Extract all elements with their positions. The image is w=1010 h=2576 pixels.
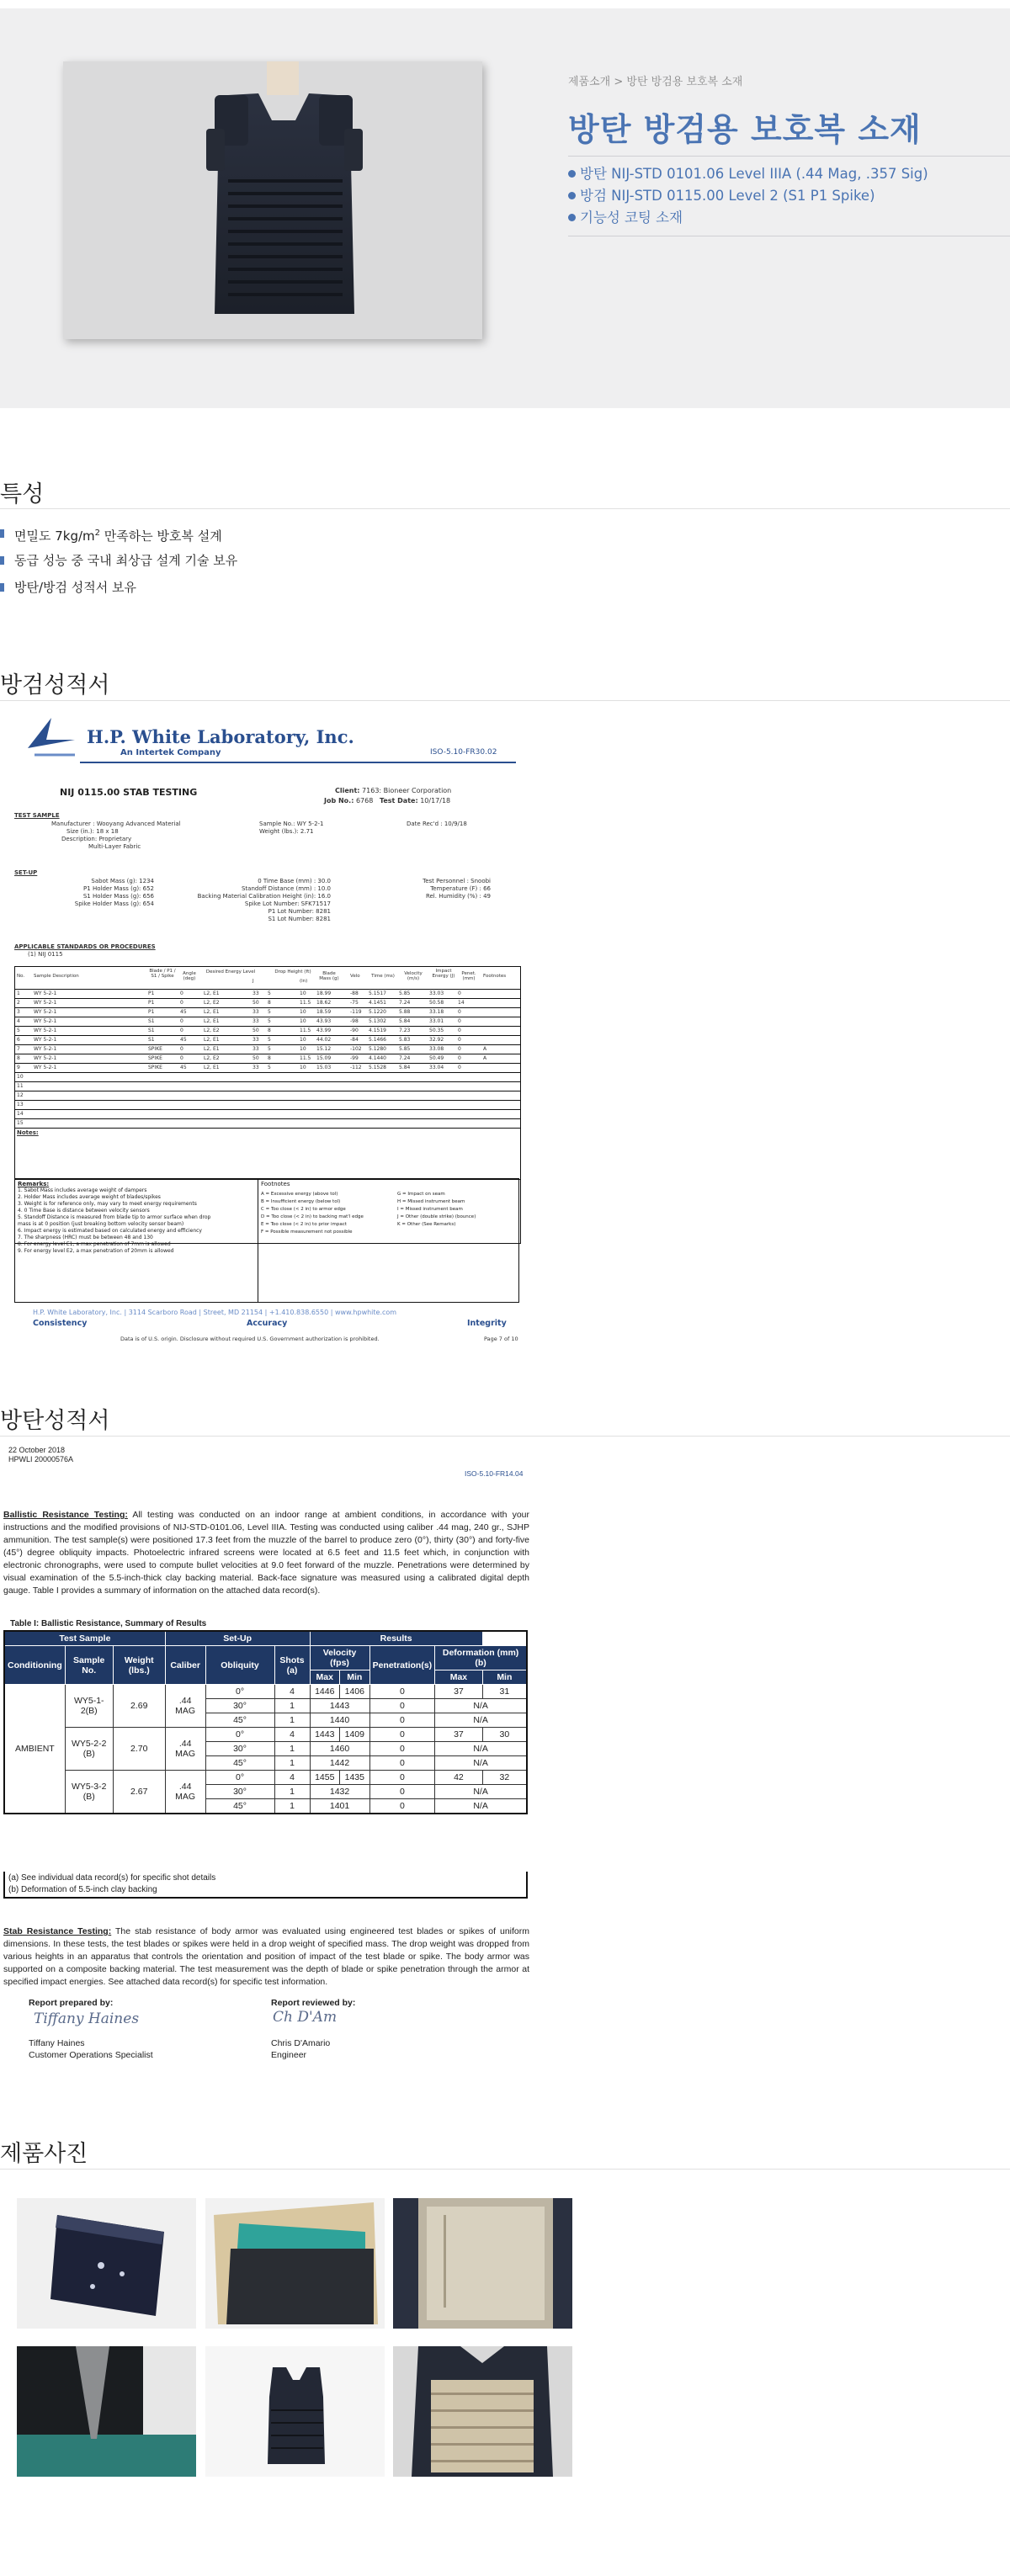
remarks-box: Remarks: 1. Sabot Mass includes average weight of dampers 2. Holder Mass includes average weight of blades/spikes 3. Weight is for reference only, may vary to meet energy requirements 4. 0 Time Base is distance between velocity sensors 5. Standoff Distance is measured from blade tip to armor surface when drop mass is at 0 position (just breaking bottom velocity sensor beam) 6. Impact energy is estimated based on calculated energy and efficiency 7. The sharpness (HRC) must be between 48 and 130 8. For energy level E1, a max penetration of 7mm is allowed 9. For energy level E2, a max penetration of 20mm is allowed [14, 1178, 258, 1303]
section-divider [0, 2169, 1010, 2170]
table-row: 10 [15, 1072, 520, 1082]
photo-fabric-after-test[interactable] [393, 2198, 572, 2329]
reviewed-signature: Ch D'Am [273, 2009, 338, 2026]
bullet-icon [0, 529, 4, 538]
table-row: 8 WY 5-2-1 SPIKE 0 L2, E2 50 8 11.5 15.09 -99 4.1440 7.24 50.49 0 A [15, 1054, 520, 1064]
table-row: 6 WY 5-2-1 S1 45 L2, E1 33 5 10 44.02 -84 5.1466 5.83 32.92 0 [15, 1035, 520, 1045]
table-row: 1 WY 5-2-1 P1 0 L2, E1 33 5 10 18.99 -88 5.1517 5.85 33.03 0 [15, 989, 520, 999]
photo-vest-after-test[interactable] [393, 2346, 572, 2477]
gallery-heading: 제품사진 [0, 2141, 88, 2167]
client-value: 7163: Bioneer Corporation [362, 787, 452, 794]
test-title: NIJ 0115.00 STAB TESTING [60, 787, 198, 798]
section-divider [0, 700, 1010, 701]
bullet-icon [568, 170, 576, 178]
stab-report-document: H.P. White Laboratory, Inc. An Intertek Company ISO-5.10-FR30.02 NIJ 0115.00 STAB TESTING Client: 7163: Bioneer Corporation Job No.: 6768 Test Date: 10/17/18 TEST SAMPLE Manufacturer : Wooyang Advanced Material Size (in.): 18 x 18 Description: Proprietary Multi-Layer Fabric Sample No.: WY 5-2-1 Weight (lbs.): 2.71 Date Rec'd : 10/9/18 SET-UP Sabot Mass (g): 1234 P1 Holder Mass (g): 652 S1 Holder Mass (g): 656 Spike Holder Mass (g): 654 0 Time Base (mm) : 30.0 Standoff Distance (mm) : 10.0 Backing Material Calibration Height (in): 16.0 Spike Lot Number: SFK71517 P1 Lot Number: 8281 S1 Lot Number: 8281 Test Personnel : Snoobi Temperature (F) : 66 Rel. Humidity (%) : 49 APPLICABLE STANDARDS OR PROCEDURES (1) NIJ 0115 No. Sample Description Blade / P1 / S1 / Spike Angle (deg) Desired Energy Level J Drop Height (ft) (in) Blade Mass (g) Velo Time (ms) Velocity (m/s) Impact Energy (J) Penet. (mm) Footnotes 1 WY 5-2-1 P1 0 L2, E1 33 5 10 18.99 -88 5.1517 5.85 33.03 0 2 WY 5-2-1 P1 0 L2, E2 50 8 11.5 18.62 -75 4.1451 7.24 50.58 14 3 WY 5-2-1 P1 45 L2, E1 33 5 10 18.59 -119 5.1220 5.88 33.18 0 4 WY 5-2-1 S1 0 L2, E1 33 5 10 43.93 -98 5.1302 5.84 33.01 0 5 WY 5-2-1 S1 0 L2, E2 50 8 11.5 43.99 -90 4.1519 7.23 50.35 0 6 WY 5-2-1 S1 45 L2, E1 33 5 10 44.02 -84 5.1466 5.83 32.92 0 7 WY 5-2-1 SPIKE 0 L2, E1 33 5 10 15.12 -102 5.1280 5.85 33.08 0 A 8 WY 5-2-1 SPIKE 0 L2, E2 50 8 11.5 15.09 -99 4.1440 7.24 50.49 0 A 9 WY 5-2-1 SPIKE 45 L2, E1 33 5 10 15.03 -112 5.1528 5.84 33.04 0 10 11 12 13 14 15 Notes: Remarks: 1. Sabot Mass includes average weight of dampers 2. Holder Mass includes average weight of blades/spikes 3. Weight is for reference only, may vary to meet energy requirements 4. 0 Time Base is distance between velocity sensors 5. Standoff Distance is measured from blade tip to armor surface when drop mass is at 0 position (just breaking bottom velocity sensor beam) 6. Impact energy is estimated based on calculated energy and efficiency 7. The sharpness (HRC) must be between 48 and 130 8. For energy level E1, a max penetration of 7mm is allowed 9. For energy level E2, a max penetration of 20mm is allowed Footnotes A = Excessive energy (above tol) B = Insufficient energy (below tol) C = Too close (< 2 in) to armor edge D = Too close (< 2 in) to backing mat'l edge E = Too close (< 2 in) to prior impact F = Possible measurement not possible G = Impact on seam H = Missed instrument beam I = Missed instrument beam J = Other (double strike) (bounce) K = Other (See Remarks) H.P. White Laboratory, Inc. | 3114 Scarboro Road | Street, MD 21154 | +1.410.838.6550 | www.hpwhite.com Consistency Accuracy Integrity Data is of U.S. origin. Disclosure without required U.S. Government authorization is prohibited. Page 7 of 10 [11, 711, 523, 1351]
notes-label: Notes: [17, 1129, 39, 1136]
table-row: AMBIENT WY5-1-2(B) 2.69 .44 MAG 0° 4 1446 1406 0 37 31 [4, 1685, 527, 1699]
breadcrumb: 제품소개 > 방탄 방검용 보호복 소재 [568, 76, 743, 88]
ballistic-results-table [3, 1630, 528, 1814]
setup-mid: 0 Time Base (mm) : 30.0 Standoff Distance (mm) : 10.0 Backing Material Calibration Height (in): 16.0 Spike Lot Number: SFK71517 P1 Lot Number: 8281 S1 Lot Number: 8281 [197, 878, 331, 922]
vest-illustration [63, 61, 482, 339]
feature-item: 면밀도 $7kg/m^2$ 만족하는 방호복 설계 [0, 526, 237, 553]
table-header-row: Conditioning Sample No. Weight (lbs.) Caliber Obliquity Shots (a) Velocity (fps) Penetration(s) Deformation (mm) (b) [4, 1646, 527, 1670]
section-divider [0, 508, 1010, 509]
spec-list [568, 163, 928, 229]
table-notes: (a) See individual data record(s) for specific shot details (b) Deformation of 5.5-inch clay backing [3, 1872, 528, 1899]
table-subheader-row: Max Min Max Min [4, 1670, 527, 1685]
job-value: 6768 [355, 797, 374, 805]
table-group-header: Test Sample Set-Up Results [4, 1631, 527, 1646]
feature-item: 동급 성능 중 국내 최상급 설계 기술 보유 [0, 553, 237, 580]
header-rule [80, 762, 516, 763]
table-row: 45° 1 1401 0 N/A [4, 1799, 527, 1814]
table-row: 4 WY 5-2-1 S1 0 L2, E1 33 5 10 43.93 -98 5.1302 5.84 33.01 0 [15, 1017, 520, 1027]
stab-paragraph: Stab Resistance Testing: The stab resistance of body armor was evaluated using engineered test blades or spikes of uniform dimensions. In these tests, the test blades or spikes were held in a drop weight of specified mass. The drop weight was dropped from various heights in an apparatus that controls the orientation and position of impact of the test blade or spike. The body armor was supported on a composite backing material. The test measurement was the depth of blade or spike penetration through the armor at specified impact energies. See attached data record(s) for specific test information. [3, 1926, 530, 1987]
reviewer-info: Chris D'Amario Engineer [271, 2038, 331, 2060]
sample-right: Sample No.: WY 5-2-1 Weight (lbs.): 2.71 [259, 821, 324, 835]
table-row: 30° 1 1443 0 N/A [4, 1699, 527, 1713]
vest-product-image [63, 61, 482, 339]
photo-spike-test[interactable] [17, 2346, 196, 2477]
section-divider [0, 1436, 1010, 1437]
bullet-icon [0, 583, 4, 592]
table-row: WY5-2-2 (B) 2.70 .44 MAG 0° 4 1443 1409 0 37 30 [4, 1728, 527, 1742]
spec-item: 방탄 NIJ-STD 0101.06 Level IIIA (.44 Mag, .357 Sig) [568, 163, 928, 185]
table-caption: Table I: Ballistic Resistance, Summary of Results [10, 1619, 207, 1628]
iso-code: ISO-5.10-FR30.02 [430, 748, 497, 757]
table-body [4, 1685, 527, 1814]
setup-heading: SET-UP [14, 869, 38, 876]
ballistic-report-heading: 방탄성적서 [0, 1408, 110, 1434]
table-row: 11 [15, 1081, 520, 1091]
bullet-icon [568, 214, 576, 221]
test-date: 10/17/18 [420, 797, 451, 805]
sample-heading: TEST SAMPLE [14, 812, 60, 819]
lab-subtitle: An Intertek Company [120, 748, 221, 757]
reviewed-label: Report reviewed by: [271, 1998, 356, 2008]
bullet-icon [0, 556, 4, 565]
table-row: 3 WY 5-2-1 P1 45 L2, E1 33 5 10 18.59 -119 5.1220 5.88 33.18 0 [15, 1007, 520, 1017]
table-row: WY5-3-2 (B) 2.67 .44 MAG 0° 4 1455 1435 0 42 32 [4, 1771, 527, 1785]
iso-code: ISO-5.10-FR14.04 [465, 1469, 524, 1478]
preparer-info: Tiffany Haines Customer Operations Specialist [29, 2038, 153, 2060]
standards-heading: APPLICABLE STANDARDS OR PROCEDURES [14, 943, 156, 950]
ballistic-paragraph: Ballistic Resistance Testing: All testing was conducted on an indoor range at ambient conditions, in accordance with your instructions and the modified provisions of NIJ-STD-0101.06, Level IIIA. Testing was conducted using caliber .44 mag, 240 gr., SJHP ammunition. The test sample(s) were positioned 17.3 feet from the muzzle of the barrel to produce zero (0°), thirty (30°) and forty-five (45°) degree obliquity impacts. Photoelectric infrared screens were located at 6.5 feet and 11.5 feet which, in conjunction with electronic chronographs, were used to compute bullet velocities at 9.0 feet forward of the muzzle. Penetrations were determined by visual examination of the 5.5-inch-thick clay backing material. Back-face signature was measured using a calibrated digital depth gauge. Table I provides a summary of information on the attached data record(s). [3, 1510, 529, 1596]
setup-right: Test Personnel : Snoobi Temperature (F) : 66 Rel. Humidity (%) : 49 [423, 878, 491, 900]
table-row: 5 WY 5-2-1 S1 0 L2, E2 50 8 11.5 43.99 -90 4.1519 7.23 50.35 0 [15, 1026, 520, 1036]
ballistic-report-document [0, 1446, 530, 2052]
prepared-label: Report prepared by: [29, 1998, 114, 2008]
export-notice: Data is of U.S. origin. Disclosure without required U.S. Government authorization is prohibited. [120, 1336, 380, 1342]
sample-details: Manufacturer : Wooyang Advanced Material Size (in.): 18 x 18 Description: Proprietary Multi-Layer Fabric [51, 821, 181, 850]
divider [568, 156, 1010, 157]
page-title: 방탄 방검용 보호복 소재 [568, 111, 922, 148]
table-row: 14 [15, 1109, 520, 1119]
footnotes-box: Footnotes A = Excessive energy (above tol) B = Insufficient energy (below tol) C = Too close (< 2 in) to armor edge D = Too close (< 2 in) to backing mat'l edge E = Too close (< 2 in) to prior impact F = Possible measurement not possible G = Impact on seam H = Missed instrument beam I = Missed instrument beam J = Other (double strike) (bounce) K = Other (See Remarks) [258, 1178, 519, 1303]
table-row: 45° 1 1440 0 N/A [4, 1713, 527, 1728]
feature-item: 방탄/방검 성적서 보유 [0, 580, 237, 607]
bullet-icon [568, 192, 576, 199]
hp-white-logo-icon [26, 714, 77, 763]
features-heading: 특성 [0, 481, 45, 507]
table-row: 7 WY 5-2-1 SPIKE 0 L2, E1 33 5 10 15.12 -102 5.1280 5.85 33.08 0 A [15, 1044, 520, 1054]
features-list [0, 526, 237, 607]
table-row: 15 [15, 1118, 520, 1129]
photo-panel-bullet-marks[interactable] [17, 2198, 196, 2329]
table-row: 45° 1 1442 0 N/A [4, 1756, 527, 1771]
stab-report-heading: 방검성적서 [0, 672, 110, 698]
photo-layered-sample[interactable] [205, 2198, 385, 2329]
table-row: 2 WY 5-2-1 P1 0 L2, E2 50 8 11.5 18.62 -75 4.1451 7.24 50.58 14 [15, 998, 520, 1008]
lab-address: H.P. White Laboratory, Inc. | 3114 Scarboro Road | Street, MD 21154 | +1.410.838.6550 | www.hpwhite.com [33, 1309, 397, 1316]
spec-item: 방검 NIJ-STD 0115.00 Level 2 (S1 P1 Spike) [568, 185, 928, 207]
lab-name: H.P. White Laboratory, Inc. [87, 726, 354, 747]
table-row: 9 WY 5-2-1 SPIKE 45 L2, E1 33 5 10 15.03 -112 5.1528 5.84 33.04 0 [15, 1063, 520, 1073]
page-number: Page 7 of 10 [484, 1336, 518, 1342]
table-header-row: No. Sample Description Blade / P1 / S1 / Spike Angle (deg) Desired Energy Level J Drop Height (ft) (in) Blade Mass (g) Velo Time (ms) Velocity (m/s) Impact Energy (J) Penet. (mm) Footnotes [15, 967, 520, 990]
table-row: 12 [15, 1091, 520, 1101]
photo-vest-product[interactable] [205, 2346, 385, 2477]
report-date: 22 October 2018 HPWLI 20000576A [8, 1446, 74, 1463]
table-row: 13 [15, 1100, 520, 1110]
setup-left: Sabot Mass (g): 1234 P1 Holder Mass (g): 652 S1 Holder Mass (g): 656 Spike Holder Mass (g): 654 [74, 878, 154, 907]
spec-item: 기능성 코팅 소재 [568, 207, 928, 229]
prepared-signature: Tiffany Haines [34, 2010, 140, 2027]
table-row: 30° 1 1460 0 N/A [4, 1742, 527, 1756]
table-row: 30° 1 1432 0 N/A [4, 1785, 527, 1799]
